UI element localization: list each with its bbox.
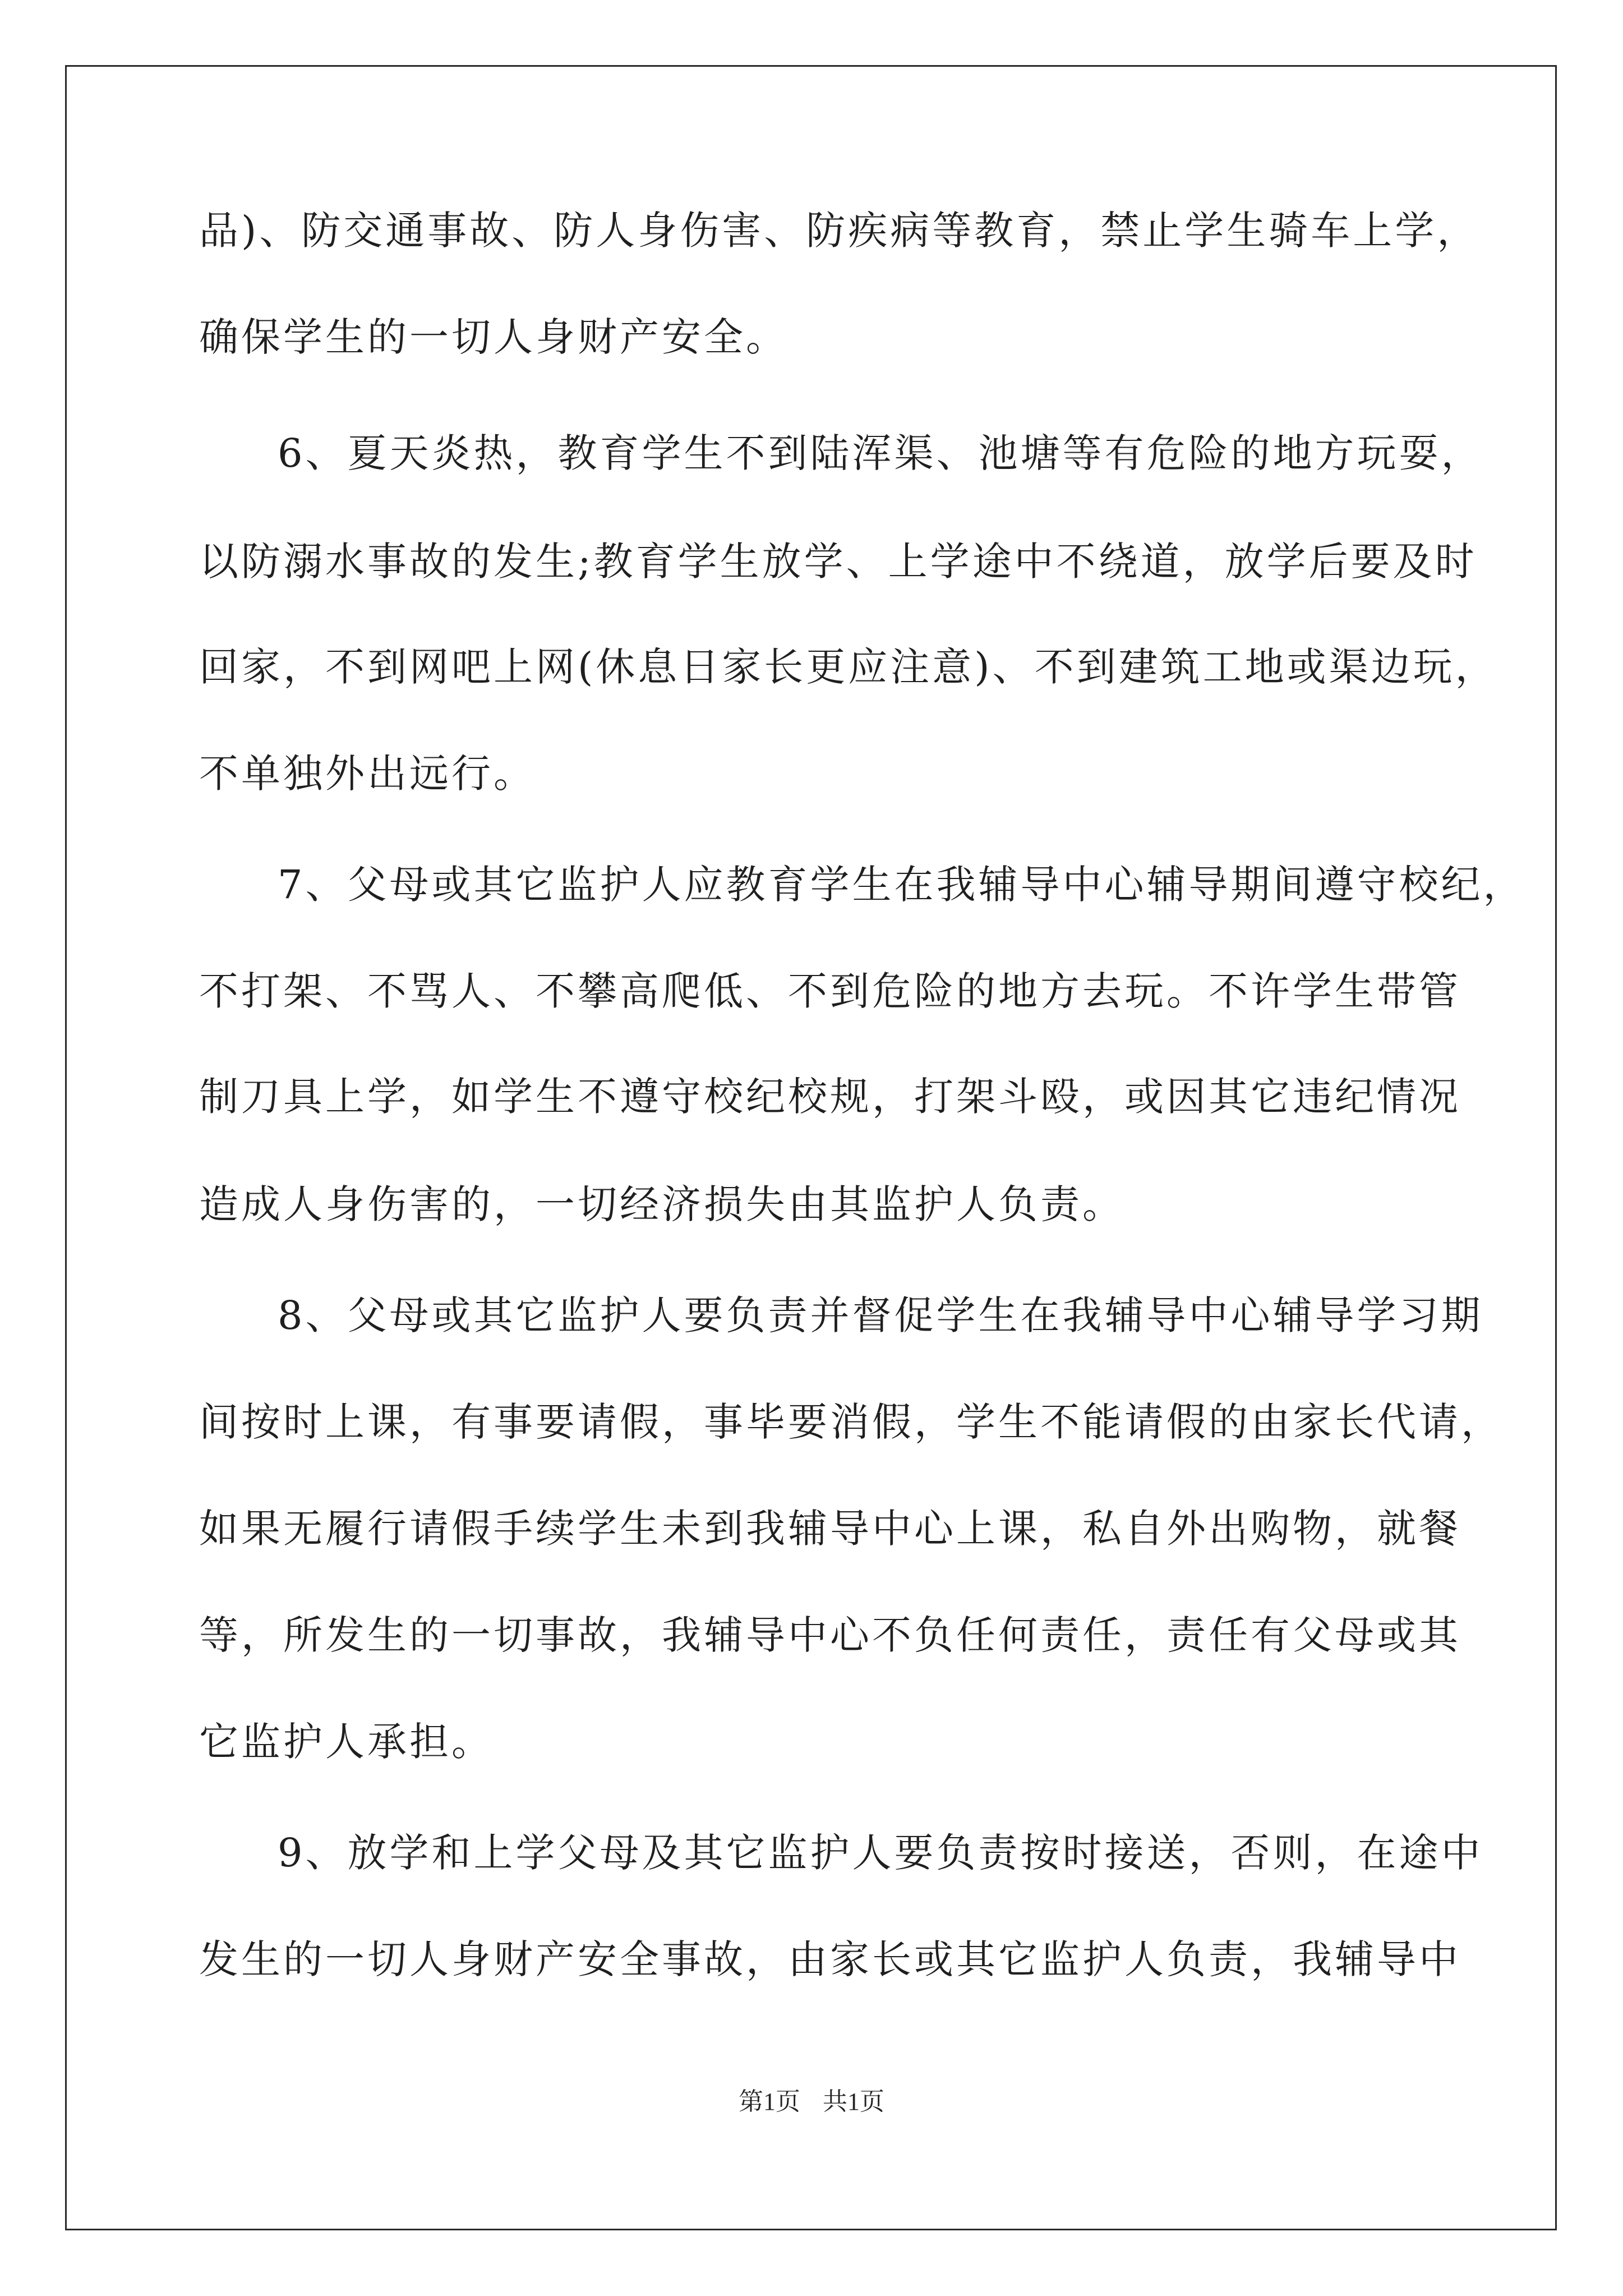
text-line: 不单独外出远行。 — [199, 751, 536, 797]
page-number-current: 第1页 — [739, 2088, 800, 2115]
text-line: 发生的一切人身财产安全事故，由家长或其它监护人负责，我辅导中 — [199, 1936, 1461, 1982]
text-line: 间按时上课，有事要请假，事毕要消假，学生不能请假的由家长代请， — [199, 1399, 1503, 1445]
text-line: 造成人身伤害的，一切经济损失由其监护人负责。 — [199, 1181, 1124, 1227]
text-line: 如果无履行请假手续学生未到我辅导中心上课，私自外出购物，就餐 — [199, 1506, 1461, 1552]
paragraph-9-first-line: 9、放学和上学父母及其它监护人要负责按时接送，否则，在途中 — [278, 1830, 1483, 1876]
page-border — [65, 65, 1557, 2230]
text-line: 回家，不到网吧上网(休息日家长更应注意)、不到建筑工地或渠边玩， — [199, 644, 1497, 690]
page-number-total: 共1页 — [823, 2088, 884, 2115]
text-line: 它监护人承担。 — [199, 1719, 494, 1765]
text-line: 不打架、不骂人、不攀高爬低、不到危险的地方去玩。不许学生带管 — [199, 968, 1461, 1014]
text-line: 等，所发生的一切事故，我辅导中心不负任何责任，责任有父母或其 — [199, 1612, 1461, 1658]
text-line: 以防溺水事故的发生;教育学生放学、上学途中不绕道，放学后要及时 — [199, 539, 1477, 585]
paragraph-7-first-line: 7、父母或其它监护人应教育学生在我辅导中心辅导期间遵守校纪， — [278, 862, 1525, 908]
text-line: 制刀具上学，如学生不遵守校纪校规，打架斗殴，或因其它违纪情况 — [199, 1074, 1461, 1120]
paragraph-8-first-line: 8、父母或其它监护人要负责并督促学生在我辅导中心辅导学习期 — [278, 1292, 1483, 1338]
paragraph-6-first-line: 6、夏天炎热，教育学生不到陆浑渠、池塘等有危险的地方玩耍， — [278, 430, 1483, 476]
text-line: 品)、防交通事故、防人身伤害、防疾病等教育，禁止学生骑车上学， — [199, 208, 1479, 254]
text-line: 确保学生的一切人身财产安全。 — [199, 314, 788, 360]
page-footer — [0, 2085, 1623, 2119]
